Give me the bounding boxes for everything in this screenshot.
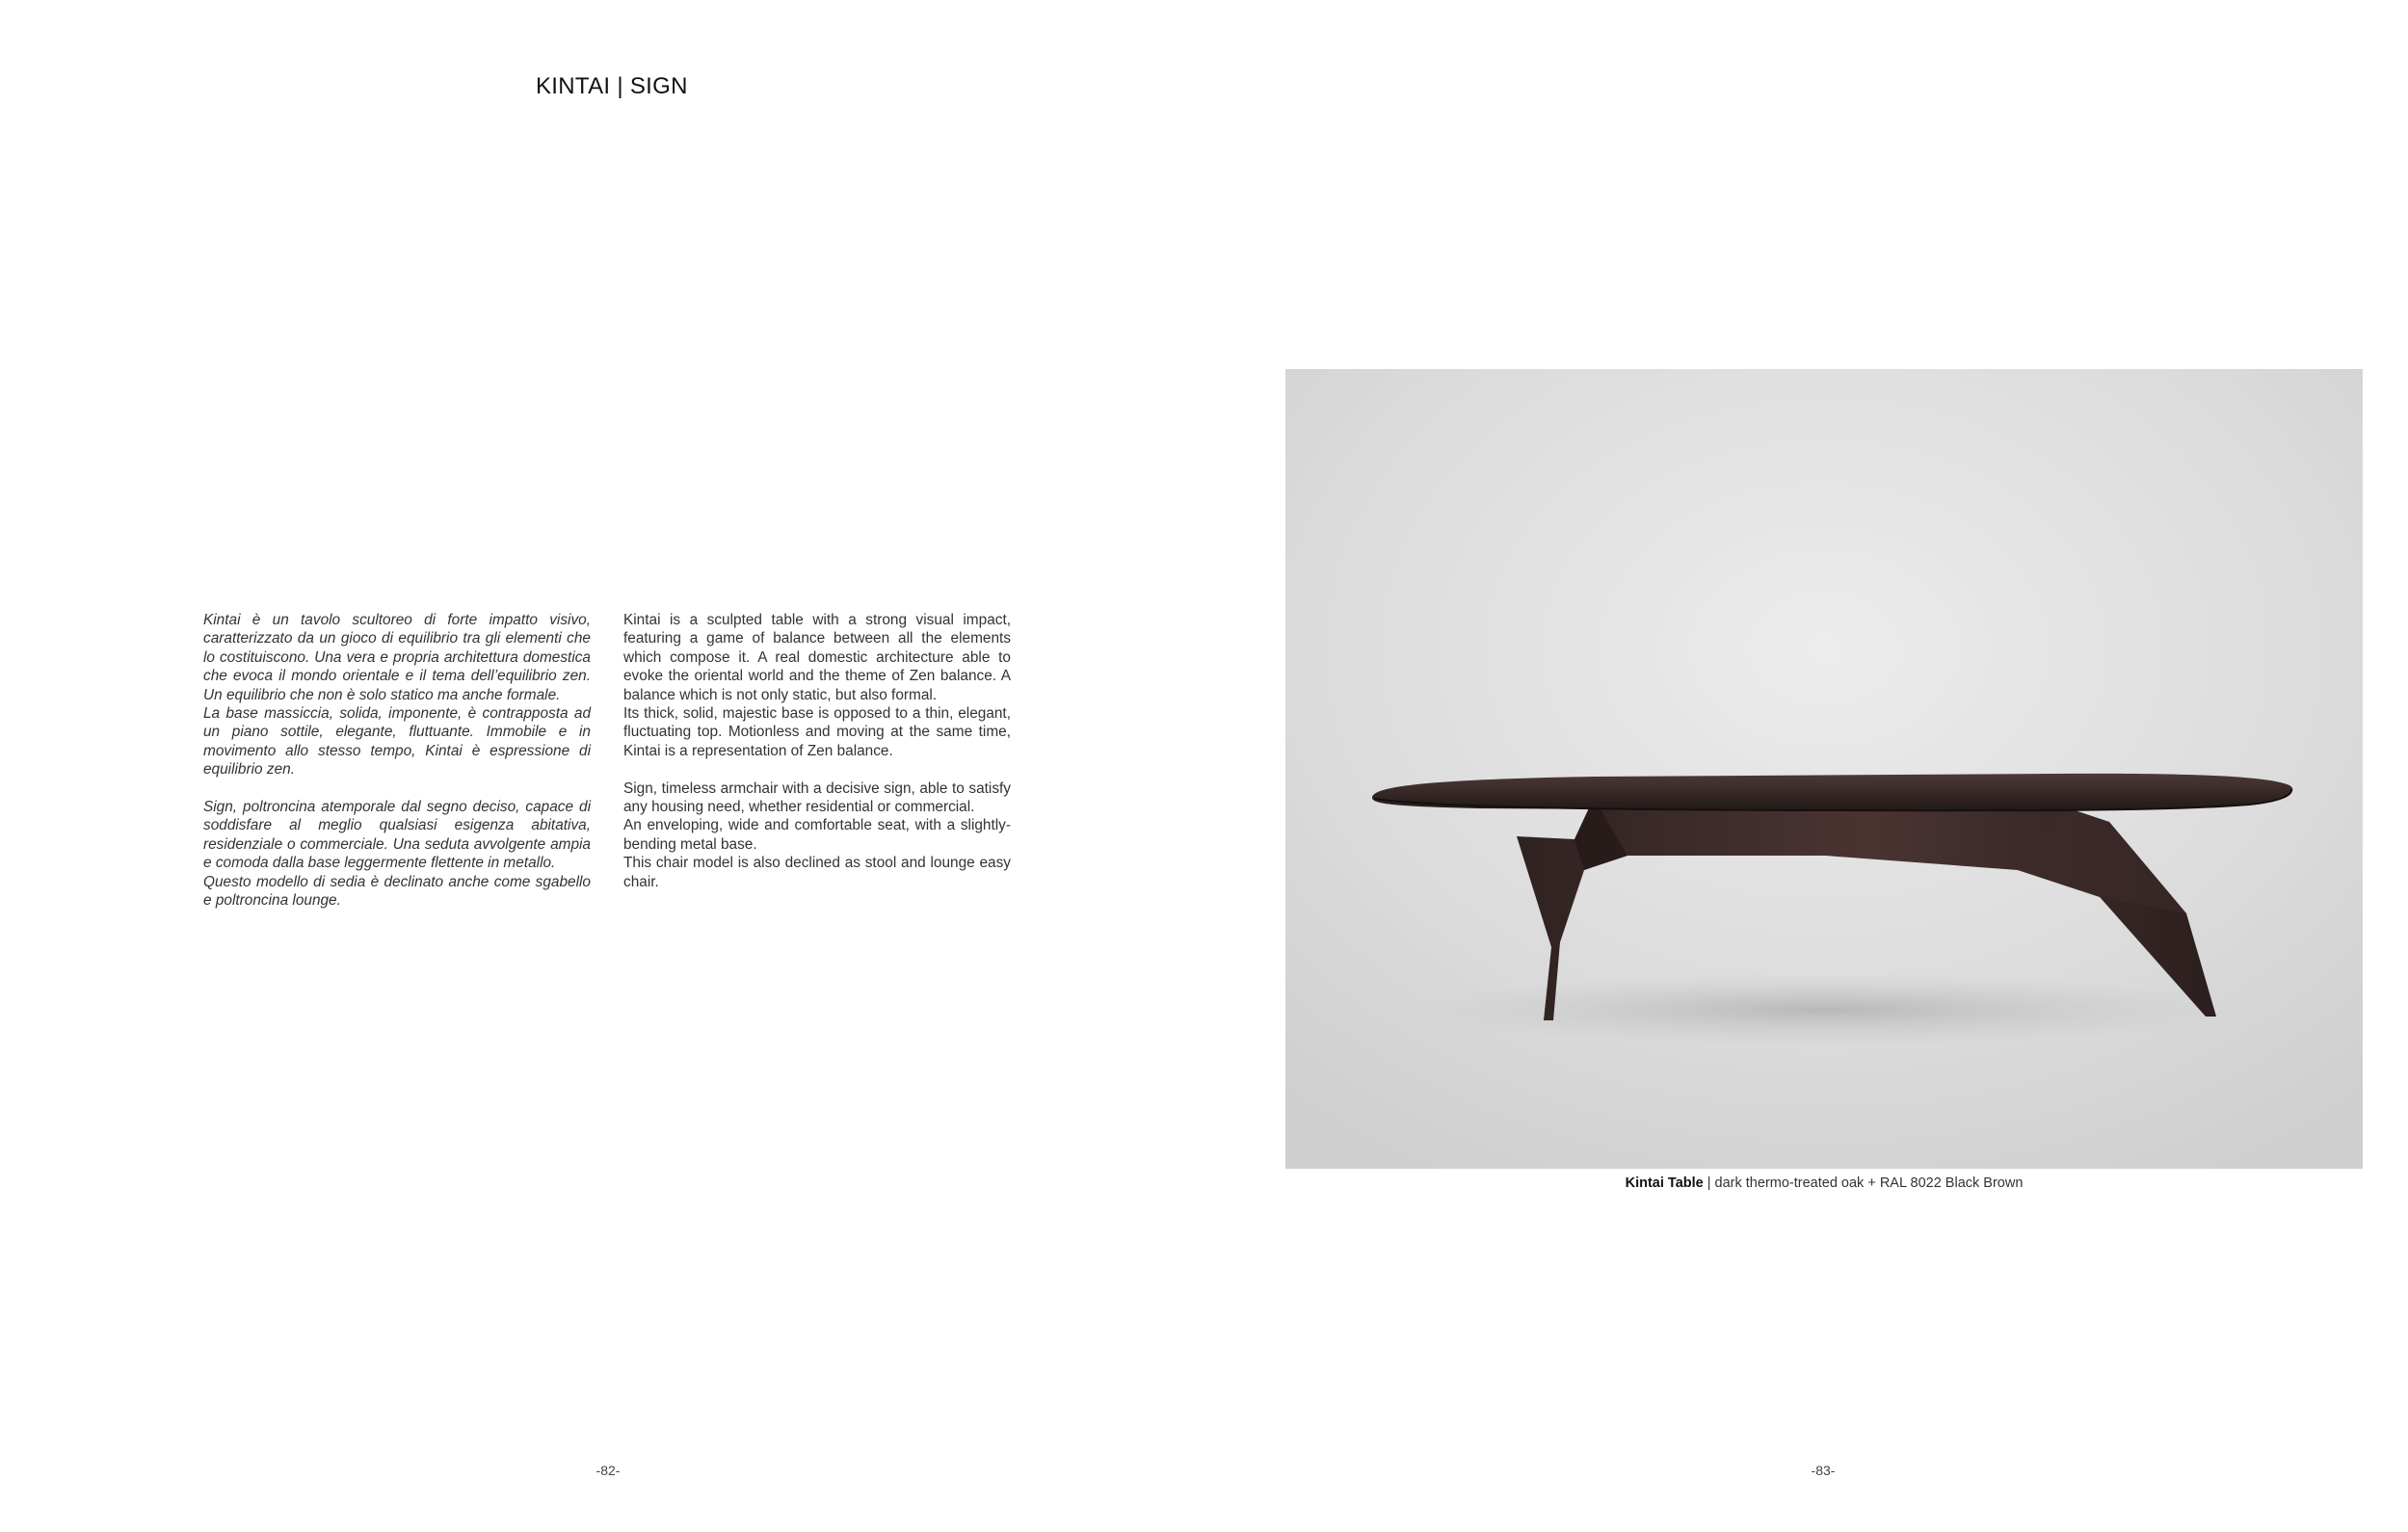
italian-text-column [203,611,591,910]
paragraph-gap [203,779,591,798]
english-sign-paragraph-2: An enveloping, wide and comfortable seat, with a slightly-bending metal base. [623,817,1011,853]
backdrop [1285,369,2363,1169]
page-number-right: -83- [1811,1463,1836,1478]
page-number-left: -82- [595,1463,621,1478]
english-text-column [623,611,1011,891]
kintai-table-photo [1285,369,2363,1169]
italian-kintai-paragraph-1: Kintai è un tavolo scultoreo di forte impatto visivo, caratterizzato da un gioco di equilibrio tra gli elementi che lo costituiscono. Una vera e propria architettura domestica che evoca il mondo orientale e il tema dell’equilibrio zen. Un equilibrio che non è solo statico ma anche formale. [203,612,591,703]
photo-caption [1285,1175,2363,1191]
english-kintai-paragraph-1: Kintai is a sculpted table with a strong visual impact, featuring a game of balance between all the elements which compose it. A real domestic architecture able to evoke the oriental world and the theme of Zen balance. A balance which is not only static, but also formal. [623,612,1011,703]
italian-sign-paragraph-2: Questo modello di sedia è declinato anche come sgabello e poltroncina lounge. [203,873,591,910]
italian-sign-paragraph-1: Sign, poltroncina atemporale dal segno deciso, capace di soddisfare al meglio qualsiasi esigenza abitativa, residenziale o commerciale. Una seduta avvolgente ampia e comoda dalla base leggermente flettente in metallo. [203,799,591,872]
kintai-table-illustration [1285,369,2363,1169]
caption-separator: | [1703,1175,1715,1191]
paragraph-gap [623,760,1011,779]
floor-shadow [1401,973,2249,1046]
table-top [1372,774,2292,810]
english-kintai-paragraph-2: Its thick, solid, majestic base is opposed to a thin, elegant, fluctuating top. Motionless and moving at the same time, Kintai is a representation of Zen balance. [623,705,1011,759]
english-sign-paragraph-3: This chair model is also declined as stool and lounge easy chair. [623,855,1011,890]
caption-finish: dark thermo-treated oak + RAL 8022 Black Brown [1714,1175,2024,1191]
english-sign-paragraph-1: Sign, timeless armchair with a decisive sign, able to satisfy any housing need, whether residential or commercial. [623,779,1011,816]
caption-product: Kintai Table [1625,1175,1704,1191]
italian-kintai-paragraph-2: La base massiccia, solida, imponente, è contrapposta ad un piano sottile, elegante, fluttuante. Immobile e in movimento allo stesso tempo, Kintai è espressione di equilibrio zen. [203,705,591,779]
page-title: KINTAI | SIGN [536,73,688,99]
